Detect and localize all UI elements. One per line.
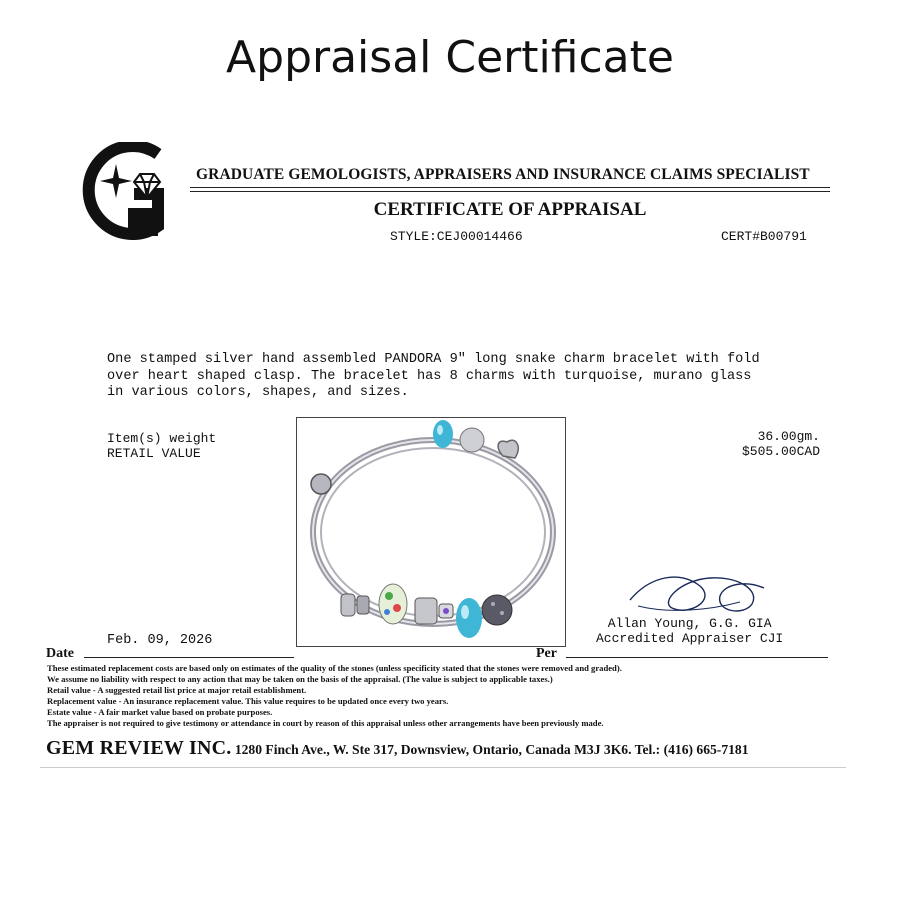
weight-label: Item(s) weight [107, 431, 217, 446]
company-address: 1280 Finch Ave., W. Ste 317, Downsview, Ontario, Canada M3J 3K6. Tel.: (416) 665-7181 [231, 742, 749, 757]
charm-purple-gem [439, 604, 453, 618]
footer-rule [40, 767, 846, 768]
date-label: Date [46, 646, 74, 661]
disclaimer-line: The appraiser is not required to give testimony or attendance in court by reason of this appraisal unless other arrangements have been previously made. [47, 718, 604, 728]
disclaimer-line: We assume no liability with respect to any action that may be taken on the basis of the appraisal. (The value is subject to applicable taxes.) [47, 674, 553, 684]
company-footer [46, 737, 749, 760]
charm-murano-glass [379, 584, 407, 624]
disclaimer-line: Replacement value - An insurance replacement value. This value requires to be updated once every two years. [47, 696, 449, 706]
item-description: One stamped silver hand assembled PANDORA 9" long snake charm bracelet with fold over heart shaped clasp. The bracelet has 8 charms with turquoise, murano glass in various colors, shapes, and sizes. [107, 352, 760, 400]
charm-flower-stack [341, 594, 369, 616]
disclaimer-line: These estimated replacement costs are based only on estimates of the quality of the stones (unless specificity stated that the stones were removed and graded). [47, 663, 622, 673]
charm-turquoise-bottom [456, 598, 482, 638]
weight-value: 36.00gm. [757, 429, 820, 444]
charm-turquoise-top [433, 420, 453, 448]
page-heading: Appraisal Certificate [226, 32, 674, 83]
date-value: Feb. 09, 2026 [107, 633, 213, 648]
date-line [84, 657, 294, 658]
charm-pave-ball [460, 428, 484, 452]
header-rule-top [190, 187, 830, 188]
charm-silver-left [311, 474, 331, 494]
sparkle-icon [100, 164, 132, 198]
appraiser-block [596, 616, 783, 646]
per-line [566, 657, 828, 658]
specialist-line: GRADUATE GEMOLOGISTS, APPRAISERS AND INSURANCE CLAIMS SPECIALIST [196, 166, 810, 183]
per-label: Per [536, 646, 557, 661]
header-rule-bottom [190, 191, 830, 192]
cert-number: CERT#B00791 [721, 229, 807, 244]
appraiser-name: Allan Young, G.G. GIA [607, 616, 772, 631]
appraiser-title: Accredited Appraiser CJI [596, 631, 784, 646]
style-number: STYLE:CEJ00014466 [390, 229, 523, 244]
charm-dark-bead [482, 595, 512, 625]
disclaimer [47, 663, 887, 729]
disclaimer-line: Estate value - A fair market value based on probate purposes. [47, 707, 273, 717]
disclaimer-line: Retail value - A suggested retail list price at major retail establishment. [47, 685, 307, 695]
company-name: GEM REVIEW INC. [46, 737, 232, 759]
retail-label: RETAIL VALUE [107, 446, 201, 461]
appraiser-signature [620, 566, 770, 620]
charm-cylinder [415, 598, 437, 624]
bracelet-image [297, 418, 565, 646]
certificate-title: CERTIFICATE OF APPRAISAL [373, 199, 647, 220]
retail-value: $505.00CAD [741, 444, 820, 459]
bracelet-photo [296, 417, 566, 647]
gem-logo [76, 142, 168, 240]
